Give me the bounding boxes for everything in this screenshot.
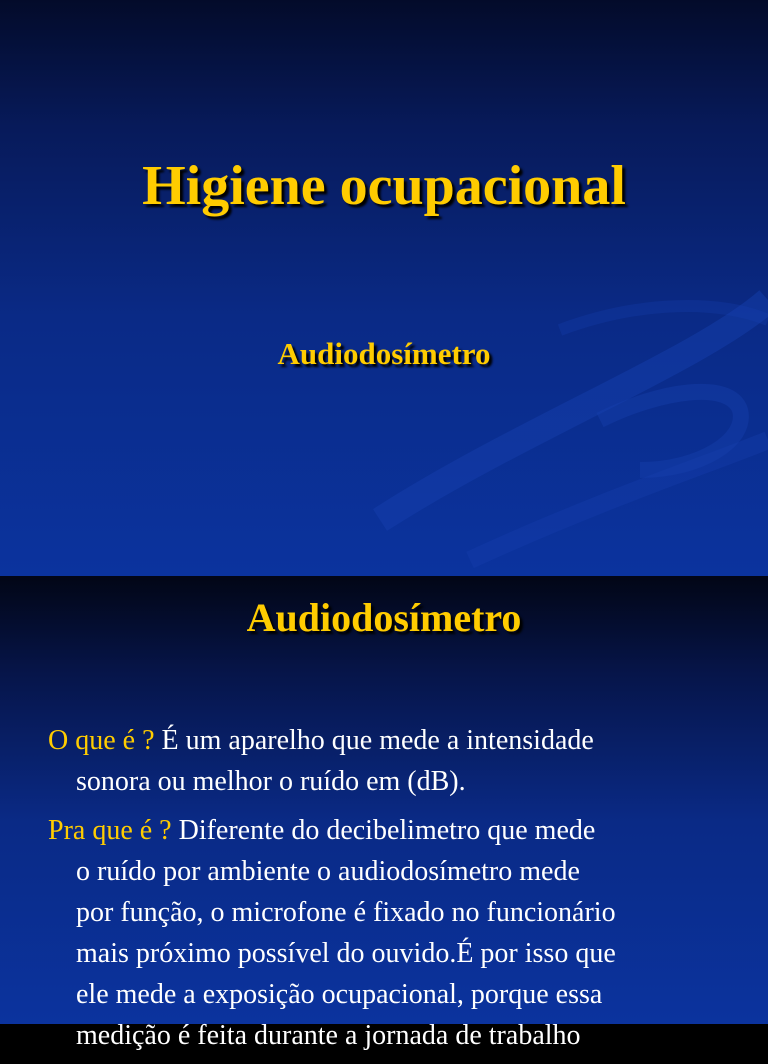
answer-line: medição é feita durante a jornada de trabalho [76,1020,581,1051]
question-label: Pra que é ? [48,815,172,846]
slide-subtitle: Audiodosímetro [277,336,491,371]
answer-line: É um aparelho que mede a intensidade [161,725,594,756]
slide-title: Audiodosímetro [246,595,522,640]
answer-line: mais próximo possível do ouvido.É por isso que [76,938,616,969]
content-slide [0,576,768,1051]
answer-line: Diferente do decibelimetro que mede [178,815,596,846]
answer-line: por função, o microfone é fixado no funcionário [76,897,616,928]
answer-line: sonora ou melhor o ruído em (dB). [76,766,466,797]
answer-line: o ruído por ambiente o audiodosímetro mede [76,856,580,887]
paragraph-pra-que-e [48,810,738,1056]
slide-title: Higiene ocupacional [142,155,626,217]
paragraph-o-que-e [48,720,738,802]
answer-line: ele mede a exposição ocupacional, porque essa [76,979,603,1010]
slide-body [48,720,738,1064]
question-label: O que é ? [48,725,155,756]
